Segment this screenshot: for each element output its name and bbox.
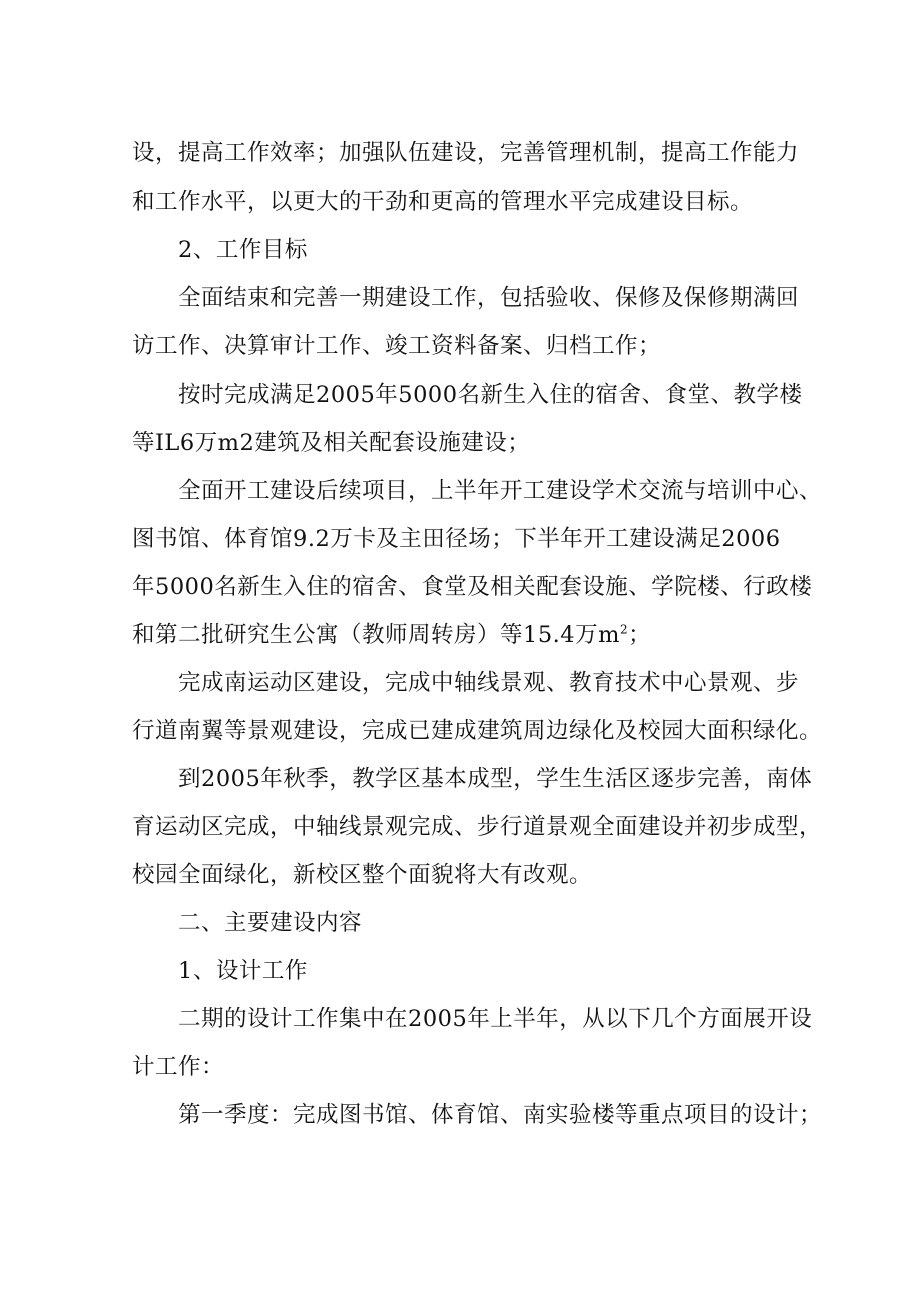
text-line: 完成南运动区建设，完成中轴线景观、教育技术中心景观、步 (178, 670, 800, 696)
text-line: 计工作： (132, 1054, 225, 1080)
section-heading: 二、主要建设内容 (178, 910, 363, 936)
text-line: 设，提高工作效率；加强队伍建设，完善管理机制，提高工作能力 (132, 140, 800, 166)
text-line: 育运动区完成，中轴线景观完成、步行道景观全面建设并初步成型， (132, 814, 823, 840)
text-line: 到2005年秋季，教学区基本成型，学生生活区逐步完善，南体 (178, 766, 813, 792)
text-line-main: 和第二批研究生公寓（教师周转房）等15.4万m (132, 622, 620, 648)
text-line: 校园全面绿化，新校区整个面貌将大有改观。 (132, 862, 593, 888)
text-line: 全面开工建设后续项目，上半年开工建设学术交流与培训中心、 (178, 478, 823, 504)
text-line: 等IL6万m2建筑及相关配套设施建设； (132, 430, 531, 456)
text-line: 访工作、决算审计工作、竣工资料备案、归档工作； (132, 333, 662, 359)
text-line: 第一季度：完成图书馆、体育馆、南实验楼等重点项目的设计； (178, 1102, 823, 1128)
section-heading: 1、设计工作 (178, 958, 308, 984)
text-line: 行道南翼等景观建设，完成已建成建筑周边绿化及校园大面积绿化。 (132, 718, 823, 744)
text-line: 二期的设计工作集中在2005年上半年，从以下几个方面展开设 (178, 1006, 813, 1032)
text-line: 年5000名新生入住的宿舍、食堂及相关配套设施、学院楼、行政楼 (132, 574, 813, 600)
text-line: 按时完成满足2005年5000名新生入住的宿舍、食堂、教学楼 (178, 382, 803, 408)
text-line-end: ； (628, 622, 652, 648)
text-line: 全面结束和完善一期建设工作，包括验收、保修及保修期满回 (178, 285, 800, 311)
superscript: 2 (619, 622, 629, 637)
section-heading: 2、工作目标 (178, 237, 308, 263)
text-line: 和工作水平，以更大的干劲和更高的管理水平完成建设目标。 (132, 189, 754, 215)
text-line (132, 620, 651, 650)
text-line: 图书馆、体育馆9.2万卡及主田径场；下半年开工建设满足2006 (132, 526, 781, 552)
